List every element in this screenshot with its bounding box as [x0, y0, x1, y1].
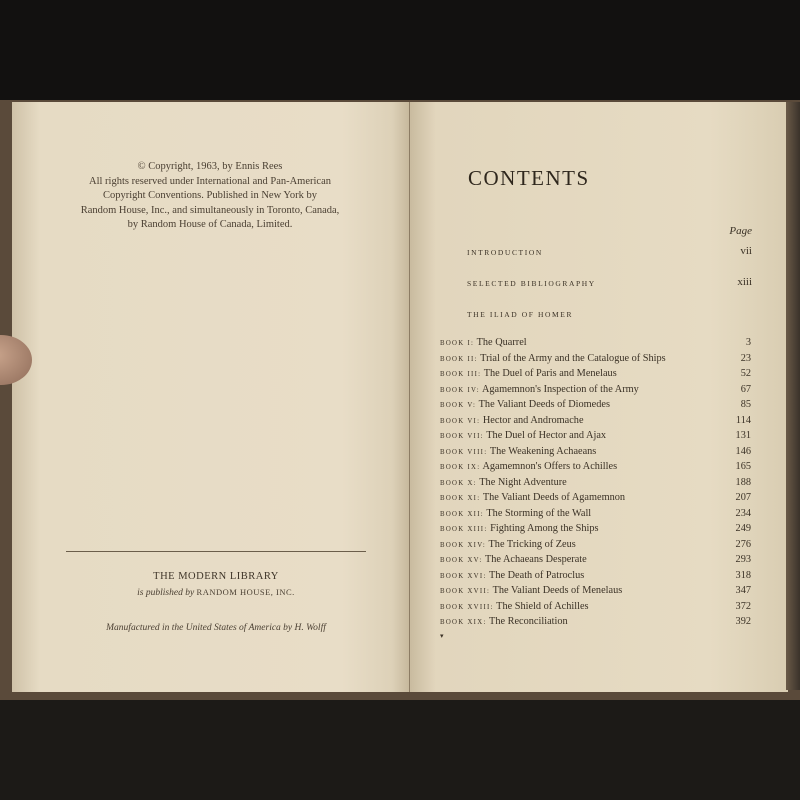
book-page: 234: [735, 507, 751, 519]
book-title: The Duel of Hector and Ajax: [486, 430, 607, 441]
book-page: 249: [735, 523, 751, 534]
book-number: BOOK III:: [440, 371, 482, 378]
book-title: The Valiant Deeds of Menelaus: [492, 585, 623, 596]
entry-title: THE ILIAD OF HOMER: [467, 310, 574, 319]
book-number: BOOK XII:: [440, 510, 484, 518]
copyright-line: All rights reserved under International and Pan-American: [89, 175, 331, 187]
book-title: The Duel of Paris and Menelaus: [483, 368, 617, 379]
book-entry: [440, 616, 751, 632]
publisher-name: THE MODERN LIBRARY: [153, 571, 279, 582]
book-page: 188: [735, 476, 751, 488]
book-page: 114: [735, 414, 751, 426]
book-page: 85: [740, 399, 751, 410]
book-number: BOOK II:: [440, 355, 478, 363]
book-number: BOOK X:: [440, 479, 477, 487]
book-page: 372: [735, 600, 751, 612]
book-page: 276: [735, 538, 751, 550]
background-bottom: [0, 690, 800, 800]
copyright-notice: [60, 160, 360, 233]
book-entry: [440, 446, 751, 462]
book-page: 207: [735, 492, 751, 503]
book-number: BOOK VII:: [440, 433, 484, 440]
book-number: BOOK IX:: [440, 464, 481, 471]
publisher-company: RANDOM HOUSE, INC.: [196, 587, 295, 597]
book-title: The Quarrel: [476, 337, 527, 348]
book-page: 3: [745, 337, 751, 348]
book-entry: [440, 492, 751, 508]
book-number: BOOK XVII:: [440, 588, 491, 595]
entry-page: xiii: [737, 276, 752, 288]
book-title: The Shield of Achilles: [496, 600, 589, 612]
book-title: Fighting Among the Ships: [490, 523, 599, 534]
book-entry: [440, 539, 751, 555]
book-page: 293: [735, 554, 751, 565]
book-number: BOOK XIV:: [440, 541, 487, 549]
book-page: 67: [740, 383, 751, 395]
book-title: The Valiant Deeds of Agamemnon: [482, 492, 626, 503]
book-number: BOOK VI:: [440, 417, 481, 425]
book-page: 347: [735, 585, 751, 596]
book-entry: [440, 601, 751, 617]
book-entry: [440, 477, 751, 493]
book-page: 146: [735, 445, 751, 457]
book-number: BOOK XVI:: [440, 572, 487, 580]
book-number: BOOK XVIII:: [440, 603, 494, 611]
copyright-line: by Random House of Canada, Limited.: [127, 219, 293, 230]
book-page: 131: [735, 430, 751, 441]
book-title: The Achaeans Desperate: [484, 554, 587, 565]
book-title: The Storming of the Wall: [486, 507, 592, 519]
book-title: Agamemnon's Offers to Achilles: [482, 461, 618, 472]
contents-title: CONTENTS: [468, 166, 590, 190]
book-right-edge: [786, 102, 800, 690]
book-entry: [440, 368, 751, 384]
copyright-line: Random House, Inc., and simultaneously in Toronto, Canada,: [80, 204, 340, 216]
book-entry: [440, 585, 751, 601]
book-entry: [440, 523, 751, 539]
book-title: The Tricking of Zeus: [488, 538, 576, 550]
book-entry: [440, 415, 751, 431]
book-number: BOOK XI:: [440, 495, 481, 502]
book-title: Trial of the Army and the Catalogue of Ships: [480, 352, 666, 364]
divider-rule: [66, 551, 366, 552]
publisher-line: [66, 587, 366, 598]
book-title: The Night Adventure: [479, 476, 567, 488]
book-number: BOOK IV:: [440, 386, 480, 394]
book-entry: [440, 384, 751, 400]
publisher-line-prefix: is published by: [137, 588, 195, 598]
book-page: 52: [740, 368, 751, 379]
book-number: BOOK XIII:: [440, 526, 488, 533]
book-entry: [440, 461, 751, 477]
book-page: 318: [735, 569, 751, 581]
book-title: The Death of Patroclus: [489, 569, 585, 581]
page-column-label: Page: [729, 225, 752, 237]
copyright-line: Copyright Conventions. Published in New York by: [102, 190, 318, 201]
book-number: BOOK V:: [440, 402, 477, 409]
entry-page: vii: [740, 245, 752, 257]
book-list: [440, 337, 751, 632]
book-page: 165: [735, 461, 751, 472]
book-number: BOOK XV:: [440, 557, 483, 564]
book-title: The Valiant Deeds of Diomedes: [478, 399, 610, 410]
manufactured-note: Manufactured in the United States of America by H. Wolff: [106, 623, 326, 633]
book-title: Hector and Andromache: [482, 414, 584, 426]
book-entry: [440, 353, 751, 369]
book-entry: [440, 554, 751, 570]
book-entry: [440, 430, 751, 446]
entry-title: INTRODUCTION: [467, 248, 543, 257]
book-title: The Reconciliation: [489, 616, 568, 627]
copyright-line: © Copyright, 1963, by Ennis Rees: [137, 161, 283, 172]
book-number: BOOK VIII:: [440, 448, 488, 456]
book-number: BOOK XIX:: [440, 619, 487, 626]
book-entry: [440, 337, 751, 353]
front-matter-entry: [467, 310, 752, 319]
book-entry: [440, 570, 751, 586]
book-title: The Weakening Achaeans: [489, 445, 597, 457]
continuation-mark-icon: ▾: [440, 632, 444, 640]
book-page: 392: [735, 616, 751, 627]
book-number: BOOK I:: [440, 340, 475, 347]
book-entry: [440, 508, 751, 524]
background-top: [0, 0, 800, 104]
front-matter-entry: [467, 276, 752, 288]
book-page: 23: [740, 352, 751, 364]
book-entry: [440, 399, 751, 415]
front-matter-entry: [467, 245, 752, 257]
entry-title: SELECTED BIBLIOGRAPHY: [467, 279, 596, 288]
book-title: Agamemnon's Inspection of the Army: [481, 383, 639, 395]
